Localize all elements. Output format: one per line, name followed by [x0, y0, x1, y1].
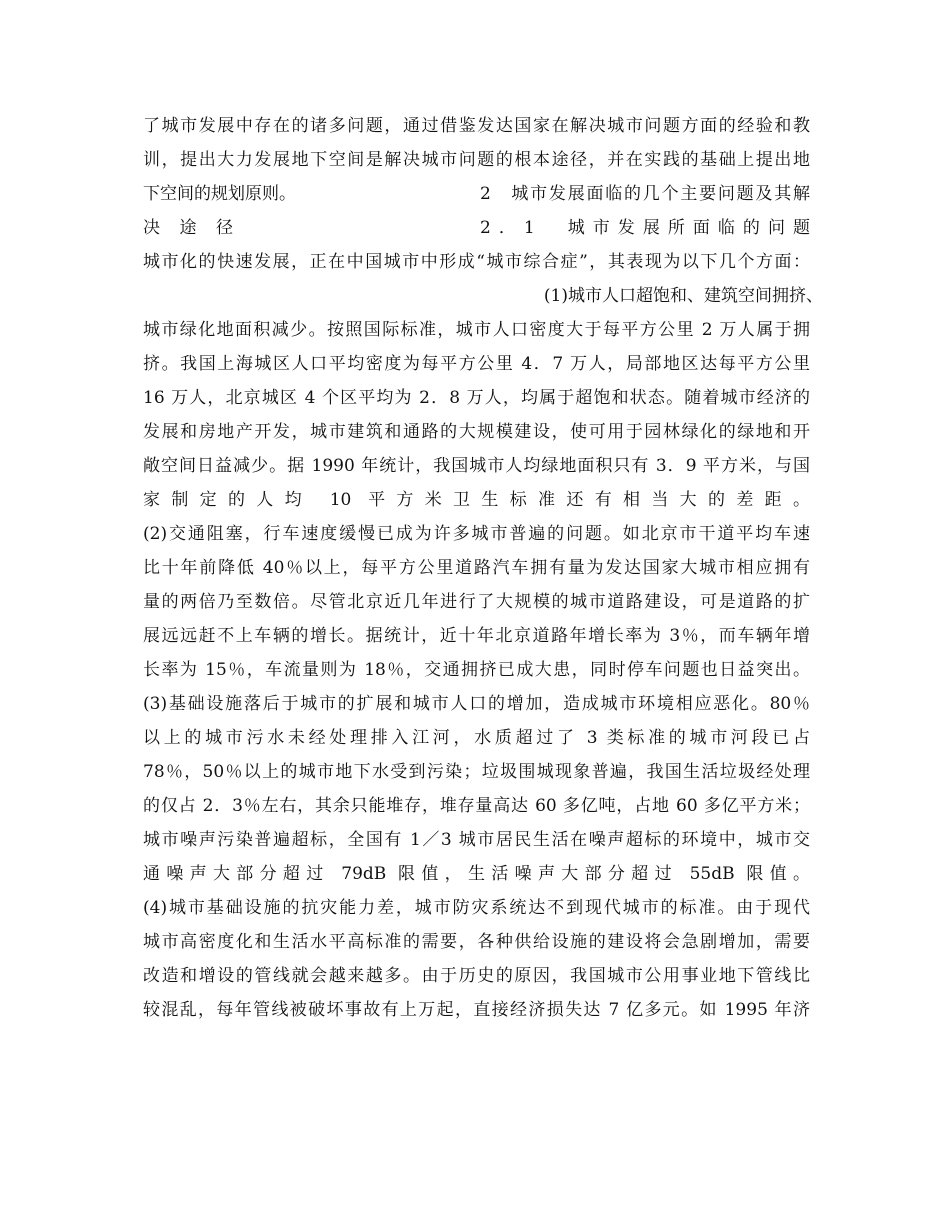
- text-line-3: [143, 179, 810, 209]
- text-line-18: (3)基础设施落后于城市的扩展和城市人口的增加，造成城市环境相应恶化。80％: [143, 694, 810, 714]
- text-line-19: 以上的城市污水未经处理排入江河，水质超过了 3 类标准的城市河段已占: [143, 728, 810, 748]
- text-line-11: 敞空间日益减少。据 1990 年统计，我国城市人均绿地面积只有 3．9 平方米，与国: [143, 456, 810, 476]
- text-line-21: 的仅占 2．3％左右，其余只能堆存，堆存量高达 60 多亿吨，占地 60 多亿平方米；: [143, 796, 810, 816]
- text-line-16: 展远远赶不上车辆的增长。据统计，近十年北京道路年增长率为 3％，而车辆年增: [143, 626, 810, 646]
- text-line-24: (4)城市基础设施的抗灾能力差，城市防灾系统达不到现代城市的标准。由于现代: [143, 898, 810, 918]
- text-line-6: (1)城市人口超饱和、建筑空间拥挤、: [543, 286, 823, 306]
- text-line-17: 长率为 15％，车流量则为 18％，交通拥挤已成大患，同时停车问题也日益突出。: [143, 660, 810, 680]
- text-line-10: 发展和房地产开发，城市建筑和通路的大规模建设，使可用于园林绿化的绿地和开: [143, 422, 810, 442]
- text-line-5: 城市化的快速发展，正在中国城市中形成“城市综合症”，其表现为以下几个方面：: [143, 252, 810, 272]
- text-line-1: 了城市发展中存在的诸多问题，通过借鉴发达国家在解决城市问题方面的经验和教: [143, 116, 810, 136]
- text-line-22: 城市噪声污染普遍超标，全国有 1／3 城市居民生活在噪声超标的环境中，城市交: [143, 830, 810, 850]
- text-line-25: 城市高密度化和生活水平高标准的需要，各种供给设施的建设将会急剧增加，需要: [143, 932, 810, 952]
- text-line-13: (2)交通阻塞，行车速度缓慢已成为许多城市普遍的问题。如北京市干道平均车速: [143, 524, 810, 544]
- text-line-23: 通噪声大部分超过 79dB 限值，生活噪声大部分超过 55dB 限值。: [143, 864, 810, 884]
- text-line-15: 量的两倍乃至数倍。尽管北京近几年进行了大规模的城市道路建设，可是道路的扩: [143, 592, 810, 612]
- text-line-7: 城市绿化地面积减少。按照国际标准，城市人口密度大于每平方公里 2 万人属于拥: [143, 320, 810, 340]
- text-line-2: 训，提出大力发展地下空间是解决城市问题的根本途径，并在实践的基础上提出地: [143, 150, 810, 170]
- text-line-26: 改造和增设的管线就会越来越多。由于历史的原因，我国城市公用事业地下管线比: [143, 966, 810, 986]
- text-line-20: 78％，50％以上的城市地下水受到污染；垃圾围城现象普遍，我国生活垃圾经处理: [143, 762, 810, 782]
- section-heading-2-start: 2 城市发展面临的几个主要问题及其解: [480, 184, 810, 204]
- text-line-9: 16 万人，北京城区 4 个区平均为 2．8 万人，均属于超饱和状态。随着城市经济的: [143, 388, 810, 408]
- text-line-4: [143, 213, 810, 243]
- paragraph-end-text: 下空间的规划原则。: [143, 184, 296, 204]
- section-heading-2-end: 决途径: [143, 218, 233, 238]
- text-line-14: 比十年前降低 40％以上，每平方公里道路汽车拥有量为发达国家大城市相应拥有: [143, 558, 810, 578]
- text-line-8: 挤。我国上海城区人口平均密度为每平方公里 4．7 万人，局部地区达每平方公里: [143, 354, 810, 374]
- text-line-27: 较混乱，每年管线被破坏事故有上万起，直接经济损失达 7 亿多元。如 1995 年济: [143, 1000, 810, 1020]
- text-line-12: 家制定的人均 10 平方米卫生标准还有相当大的差距。: [143, 490, 810, 510]
- section-heading-2-1: 2．1 城市发展所面临的问题: [480, 218, 810, 238]
